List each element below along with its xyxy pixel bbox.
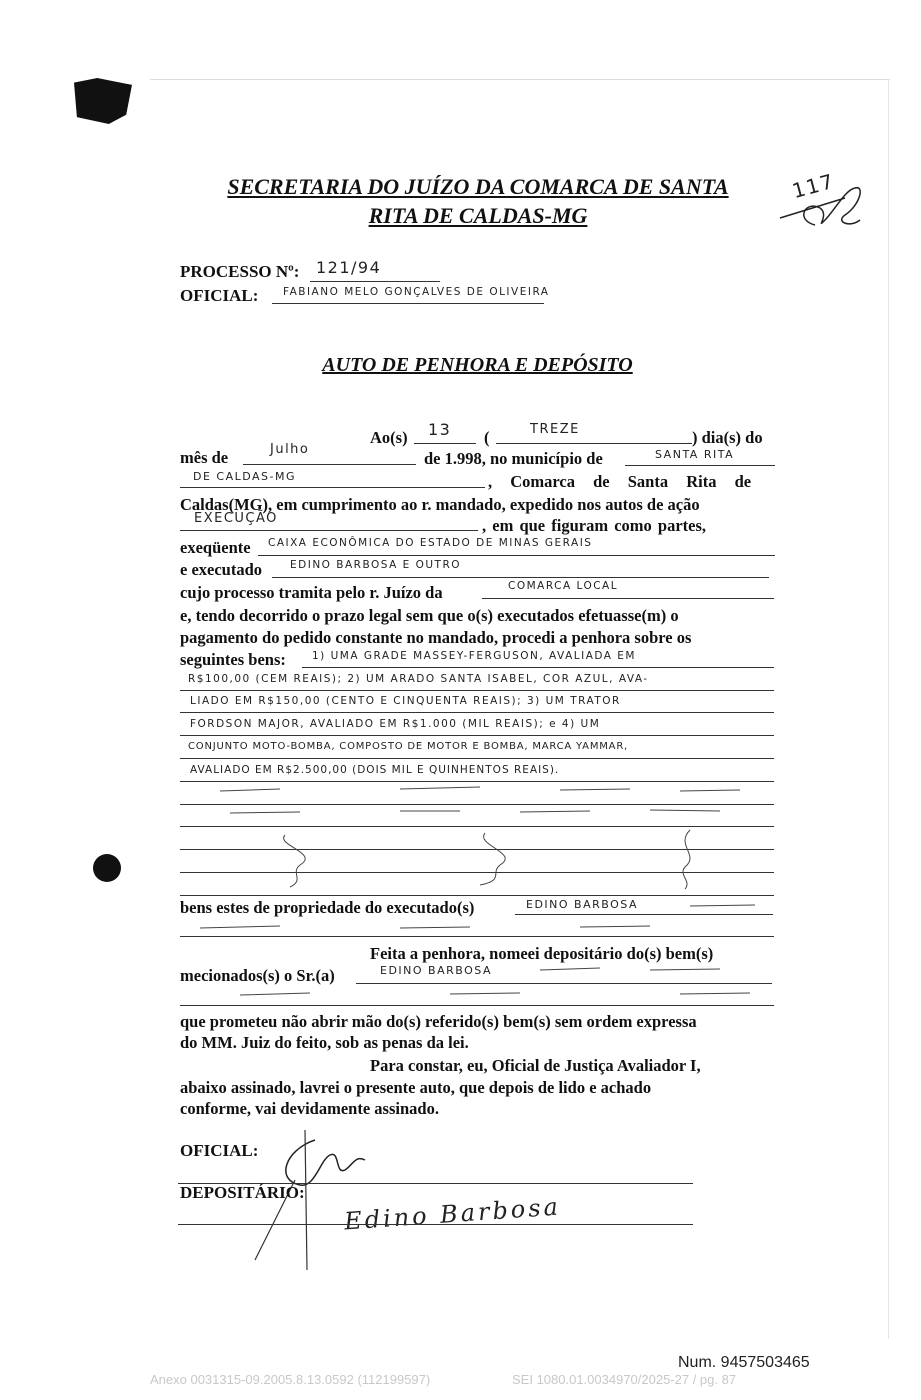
tramita-text: cujo processo tramita pelo r. Juízo da <box>180 583 443 602</box>
bens-line-5: CONJUNTO MOTO-BOMBA, COMPOSTO DE MOTOR E BOMBA, MARCA YAMMAR, <box>188 741 629 752</box>
bens-line-3: LIADO EM R$150,00 (CENTO E CINQUENTA REAIS); 3) UM TRATOR <box>190 695 621 707</box>
court-title-line2: RITA DE CALDAS-MG <box>368 203 588 228</box>
executado-value: EDINO BARBOSA E OUTRO <box>290 559 462 571</box>
oficial-name: FABIANO MELO GONÇALVES DE OLIVEIRA <box>283 286 550 298</box>
conforme-text: conforme, vai devidamente assinado. <box>180 1099 439 1118</box>
depositario-name: EDINO BARBOSA <box>380 964 492 977</box>
feita-text: Feita a penhora, nomeei depositário do(s) bem(s) <box>370 944 714 963</box>
year-municipio: de 1.998, no município de <box>424 449 603 468</box>
exequente-value: CAIXA ECONÔMICA DO ESTADO DE MINAS GERAIS <box>268 537 593 549</box>
punch-hole-mark <box>93 854 121 882</box>
prometeu-text: que prometeu não abrir mão do(s) referido(s) bem(s) sem ordem expressa <box>180 1012 697 1031</box>
depositario-signature: Edino Barbosa <box>343 1192 562 1236</box>
aos-label: Ao(s) <box>370 428 408 447</box>
scan-edge-line <box>150 79 890 80</box>
rubric-signature <box>775 180 875 240</box>
pagamento-text: pagamento do pedido constante no mandado, procedi a penhora sobre os <box>180 628 692 647</box>
anexo-reference: Anexo 0031315-09.2005.8.13.0592 (112199597) <box>150 1372 431 1387</box>
court-title-line1: SECRETARIA DO JUÍZO DA COMARCA DE SANTA <box>227 174 729 199</box>
municipio-cont: DE CALDAS-MG <box>193 470 297 483</box>
document-number: Num. 9457503465 <box>678 1354 810 1371</box>
depositario-signature-label: DEPOSITÁRIO: <box>180 1183 305 1202</box>
bens-line-2: R$100,00 (CEM REAIS); 2) UM ARADO SANTA ISABEL, COR AZUL, AVA- <box>188 673 649 685</box>
cancel-strokes <box>180 785 780 900</box>
juizo-value: COMARCA LOCAL <box>508 580 619 592</box>
document-title: AUTO DE PENHORA E DEPÓSITO <box>322 354 633 376</box>
scan-blot-top <box>74 78 132 124</box>
comarca-text: , Comarca de Santa Rita de <box>488 472 752 491</box>
scan-edge-right <box>888 79 889 1339</box>
bens-line-1: 1) UMA GRADE MASSEY-FERGUSON, AVALIADA EM <box>312 650 636 662</box>
bens-line-6: AVALIADO EM R$2.500,00 (DOIS MIL E QUINHENTOS REAIS). <box>190 764 560 776</box>
mm-juiz-text: do MM. Juiz do feito, sob as penas da lei. <box>180 1033 469 1052</box>
day-number: 13 <box>428 420 452 439</box>
acao-value: EXECUÇÃO <box>194 511 278 526</box>
decorrido-text: e, tendo decorrido o prazo legal sem que o(s) executados efetuasse(m) o <box>180 606 679 625</box>
page-number-mark: 117 <box>789 168 838 204</box>
processo-number: 121/94 <box>316 258 382 277</box>
oficial-signature-label: OFICIAL: <box>180 1141 259 1160</box>
caldas-mandado-text: Caldas(MG), em cumprimento ao r. mandado, expedido nos autos de ação <box>180 495 700 514</box>
month-value: Julho <box>270 442 310 457</box>
partes-text: , em que figuram como partes, <box>482 516 707 535</box>
municipio-value: SANTA RITA <box>655 448 735 461</box>
processo-label: PROCESSO Nº: <box>180 262 300 281</box>
bens-line-4: FORDSON MAJOR, AVALIADO EM R$1.000 (MIL REAIS); e 4) UM <box>190 718 601 730</box>
mes-de-label: mês de <box>180 448 229 467</box>
exequente-label: exeqüente <box>180 538 251 557</box>
bens-label: seguintes bens: <box>180 650 286 669</box>
mencionados-label: mecionados(s) o Sr.(a) <box>180 966 335 985</box>
propriedade-label: bens estes de propriedade do executado(s) <box>180 898 475 917</box>
para-constar-text: Para constar, eu, Oficial de Justiça Avaliador I, <box>370 1056 701 1075</box>
executado-label: e executado <box>180 560 263 579</box>
proprietario-value: EDINO BARBOSA <box>526 898 638 911</box>
day-words: TREZE <box>530 422 580 437</box>
oficial-label: OFICIAL: <box>180 286 259 305</box>
sei-reference: SEI 1080.01.0034970/2025-27 / pg. 87 <box>512 1372 737 1387</box>
cancel-strokes-3 <box>180 960 780 1005</box>
cancel-strokes-2 <box>180 900 780 940</box>
dias-do: ) dia(s) do <box>692 428 763 447</box>
abaixo-text: abaixo assinado, lavrei o presente auto, que depois de lido e achado <box>180 1078 652 1097</box>
paren-open: ( <box>484 428 490 447</box>
